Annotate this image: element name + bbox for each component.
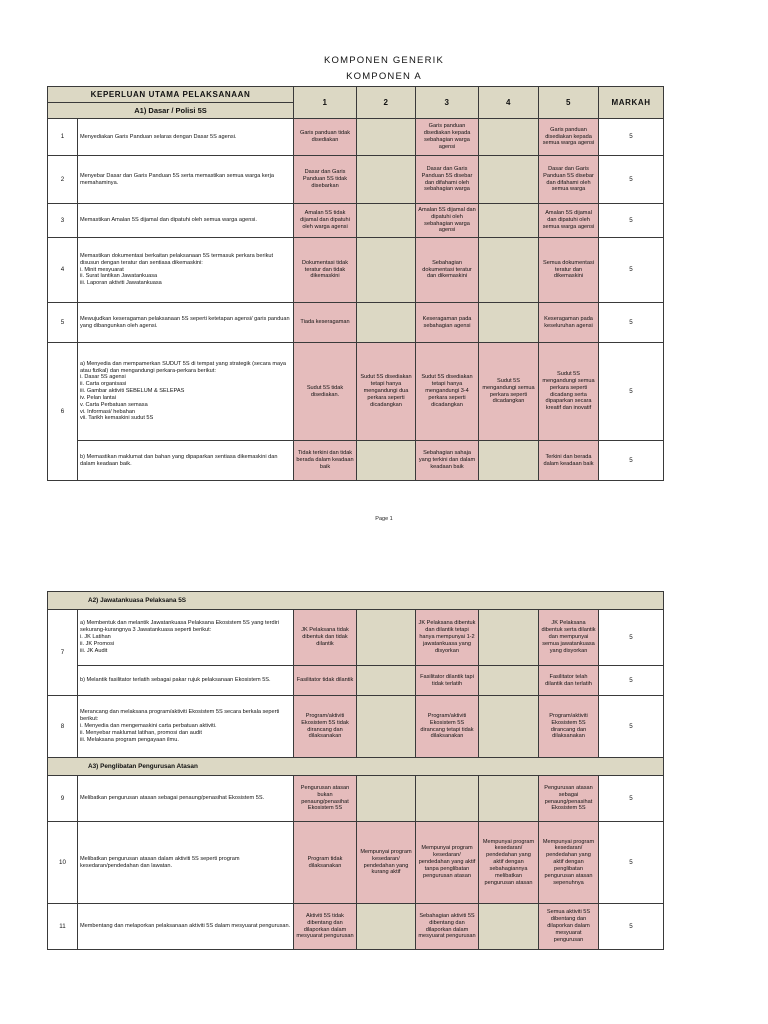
item-number: 3 <box>48 204 78 238</box>
markah-value: 5 <box>599 343 664 441</box>
score-level-4 <box>479 119 539 156</box>
description-line: Melibatkan pengurusan atasan sebagai penaung/penasihat Ekosistem 5S. <box>80 795 265 802</box>
description-line: Mewujudkan keseragaman pelaksanaan 5S seperti ketetapan agensi/ garis panduan yang dibangunkan oleh agensi. <box>80 315 290 329</box>
description-line: ii. Surat lantikan Jawatankuasa <box>80 273 158 280</box>
score-level-2: Sudut 5S disediakan tetapi hanya mengandungi dua perkara seperti dicadangkan <box>357 343 416 441</box>
description-line: Merancang dan melaksana program/aktiviti Ekosistem 5S secara berkala seperti berikut: <box>80 709 280 723</box>
requirement-description <box>78 119 294 156</box>
requirement-description <box>78 238 294 303</box>
item-number: 1 <box>48 119 78 156</box>
requirement-description <box>78 343 294 441</box>
item-number: 11 <box>48 904 78 950</box>
score-level-2 <box>357 303 416 343</box>
score-level-5: Keseragaman pada keseluruhan agensi <box>539 303 599 343</box>
requirement-description <box>78 204 294 238</box>
score-level-2 <box>357 776 416 822</box>
description-line: Membentang dan melaporkan pelaksanaan aktiviti 5S dalam mesyuarat pengurusan. <box>80 923 291 930</box>
score-level-3: JK Pelaksana dibentuk dan dilantik tetapi hanya mempunyai 1-2 jawatankuasa yang disyorkan <box>416 610 479 666</box>
description-line: i. Dasar 5S agensi <box>80 374 126 381</box>
table-row <box>48 822 664 904</box>
item-number: 5 <box>48 303 78 343</box>
description-line: iii. JK Audit <box>80 647 108 654</box>
description-line: a) Membentuk dan melantik Jawatankuasa Pelaksana Ekosistem 5S yang terdiri sekurang-kurangnya 3 Jawatankuasa seperti berikut: <box>80 620 279 634</box>
section-a2-label: A2) Jawatankuasa Pelaksana 5S <box>48 592 664 610</box>
markah-value: 5 <box>599 441 664 481</box>
table-row <box>48 904 664 950</box>
header-col-1: 1 <box>294 87 357 119</box>
markah-value: 5 <box>599 776 664 822</box>
table-row <box>48 776 664 822</box>
description-line: i. Menyedia dan mengemaskini carta perbatuan aktiviti. <box>80 723 217 730</box>
score-level-4: Sudut 5S mengandungi semua perkara seperti dicadangkan <box>479 343 539 441</box>
score-level-4 <box>479 904 539 950</box>
score-level-4 <box>479 204 539 238</box>
description-line: Melibatkan pengurusan atasan dalam aktiviti 5S seperti program kesedaran/pendedahan dan lawatan. <box>80 855 240 869</box>
markah-value: 5 <box>599 238 664 303</box>
item-number: 7 <box>48 610 78 696</box>
score-level-5: Amalan 5S dijamal dan dipatuhi oleh semua warga agensi <box>539 204 599 238</box>
header-col-4: 4 <box>479 87 539 119</box>
item-number: 8 <box>48 696 78 758</box>
description-line: vii. Tarikh kemaskini sudut 5S <box>80 415 154 422</box>
description-line: ii. Menyebar maklumat latihan, promosi dan audit <box>80 729 202 736</box>
score-level-1: Tidak terkini dan tidak berada dalam keadaan baik <box>294 441 357 481</box>
score-level-5: Pengurusan atasan sebagai penaung/penasihat Ekosistem 5S <box>539 776 599 822</box>
requirement-description <box>78 822 294 904</box>
requirement-description <box>78 303 294 343</box>
score-level-4 <box>479 303 539 343</box>
score-level-1: Program/aktiviti Ekosistem 5S tidak dirancang dan dilaksanakan <box>294 696 357 758</box>
score-level-1: Dasar dan Garis Panduan 5S tidak disebarkan <box>294 156 357 204</box>
score-level-5: Mempunyai program kesedaran/ pendedahan yang aktif dengan penglibatan pengurusan atasan sepenuhnya <box>539 822 599 904</box>
markah-value: 5 <box>599 119 664 156</box>
score-level-5: JK Pelaksana dibentuk serta dilantik dan mempunyai semua jawatankuasa yang disyorkan <box>539 610 599 666</box>
score-level-1: JK Pelaksana tidak dibentuk dan tidak dilantik <box>294 610 357 666</box>
header-markah: MARKAH <box>599 87 664 119</box>
score-level-3: Program/aktiviti Ekosistem 5S dirancang tetapi tidak dilaksanakan <box>416 696 479 758</box>
document-title: KOMPONEN GENERIK <box>323 55 445 66</box>
score-level-5: Dasar dan Garis Panduan 5S disebar dan difahami oleh semua warga <box>539 156 599 204</box>
description-line: a) Menyedia dan mempamerkan SUDUT 5S di tempat yang strategik (secara maya atau fizikal) dan mengandungi perkara-perkara berikut: <box>80 360 287 374</box>
item-number: 9 <box>48 776 78 822</box>
score-level-2 <box>357 696 416 758</box>
markah-value: 5 <box>599 904 664 950</box>
score-level-2 <box>357 119 416 156</box>
requirement-description <box>78 610 294 666</box>
score-level-4 <box>479 696 539 758</box>
markah-value: 5 <box>599 666 664 696</box>
score-level-2 <box>357 156 416 204</box>
header-col-5: 5 <box>539 87 599 119</box>
requirement-description <box>78 696 294 758</box>
score-level-3: Fasilitator dilantik tapi tidak terlatih <box>416 666 479 696</box>
item-number: 2 <box>48 156 78 204</box>
markah-value: 5 <box>599 303 664 343</box>
score-level-1: Tiada keseragaman <box>294 303 357 343</box>
score-level-3: Garis panduan disediakan kepada sebahagian warga agensi <box>416 119 479 156</box>
description-line: iii. Melaksana program pengayaan ilmu. <box>80 736 179 743</box>
score-level-5: Sudut 5S mengandungi semua perkara seperti dicadang serta dipaparkan secara kreatif dan inovatif <box>539 343 599 441</box>
table-row <box>48 204 664 238</box>
score-level-5: Garis panduan disediakan kepada semua warga agensi <box>539 119 599 156</box>
score-level-3: Sebahagian sahaja yang terkini dan dalam keadaan baik <box>416 441 479 481</box>
score-level-3: Sudut 5S disediakan tetapi hanya mengandungi 3-4 perkara seperti dicadangkan <box>416 343 479 441</box>
component-title: KOMPONEN A <box>346 71 422 82</box>
markah-value: 5 <box>599 204 664 238</box>
description-line: iii. Laporan aktiviti Jawatankuasa <box>80 280 162 287</box>
description-line: b) Melantik fasilitator terlatih sebagai pakar rujuk pelaksanaan Ekosistem 5S. <box>80 677 271 684</box>
markah-value: 5 <box>599 696 664 758</box>
score-level-1: Garis panduan tidak disediakan <box>294 119 357 156</box>
table-row <box>48 343 664 441</box>
table-row <box>48 696 664 758</box>
table-row <box>48 441 664 481</box>
table-row <box>48 610 664 666</box>
description-line: i. JK Latihan <box>80 634 111 641</box>
score-level-1: Pengurusan atasan bukan penaung/penasihat Ekosistem 5S <box>294 776 357 822</box>
score-level-1: Amalan 5S tidak dijamal dan dipatuhi oleh warga agensi <box>294 204 357 238</box>
markah-value: 5 <box>599 822 664 904</box>
description-line: iii. Gambar aktiviti SEBELUM & SELEPAS <box>80 388 185 395</box>
score-level-5: Semua dokumentasi teratur dan dikemaskini <box>539 238 599 303</box>
description-line: ii. JK Promosi <box>80 640 115 647</box>
score-level-5: Program/aktiviti Ekosistem 5S dirancang dan dilaksanakan <box>539 696 599 758</box>
score-level-5: Fasilitator telah dilantik dan terlatih <box>539 666 599 696</box>
score-level-3: Keseragaman pada sebahagian agensi <box>416 303 479 343</box>
score-level-3: Dasar dan Garis Panduan 5S disebar dan difahami oleh sebahagian warga <box>416 156 479 204</box>
description-line: iv. Pelan lantai <box>80 394 116 401</box>
score-level-2 <box>357 238 416 303</box>
rubric-table-a1 <box>47 86 664 481</box>
score-level-4: Mempunyai program kesedaran/ pendedahan yang aktif dengan sebahagiannya melibatkan pengurusan atasan <box>479 822 539 904</box>
score-level-4 <box>479 666 539 696</box>
score-level-3 <box>416 776 479 822</box>
description-line: v. Carta Perbatuan semasa <box>80 401 148 408</box>
score-level-1: Aktiviti 5S tidak dibentang dan dilaporkan dalam mesyuarat pengurusan <box>294 904 357 950</box>
score-level-2: Mempunyai program kesedaran/ pendedahan yang kurang aktif <box>357 822 416 904</box>
score-level-1: Program tidak dilaksanakan <box>294 822 357 904</box>
score-level-4 <box>479 610 539 666</box>
score-level-2 <box>357 441 416 481</box>
description-line: vi. Informasi/ hebahan <box>80 408 136 415</box>
table-row <box>48 238 664 303</box>
description-line: Menyediakan Garis Panduan selaras dengan Dasar 5S agensi. <box>80 133 237 140</box>
score-level-4 <box>479 441 539 481</box>
requirement-description <box>78 776 294 822</box>
score-level-1: Dokumentasi tidak teratur dan tidak dikemaskini <box>294 238 357 303</box>
header-col-3: 3 <box>416 87 479 119</box>
header-col-2: 2 <box>357 87 416 119</box>
score-level-3: Sebahagian aktiviti 5S dibentang dan dilaporkan dalam mesyuarat pengurusan <box>416 904 479 950</box>
table-row <box>48 303 664 343</box>
table-row <box>48 119 664 156</box>
section-a2 <box>48 592 664 610</box>
score-level-1: Sudut 5S tidak disediakan. <box>294 343 357 441</box>
section-a3-label: A3) Penglibatan Pengurusan Atasan <box>48 758 664 776</box>
score-level-1: Fasilitator tidak dilantik <box>294 666 357 696</box>
description-line: i. Minit mesyuarat <box>80 266 124 273</box>
rubric-table-a2-a3 <box>47 591 664 950</box>
score-level-3: Sebahagian dokumentasi teratur dan dikemaskini <box>416 238 479 303</box>
description-line: Memastikan dokumentasi berkaitan pelaksanaan 5S termasuk perkara berikut disusun dengan teratur dan sentiasa dikemaskini: <box>80 252 274 266</box>
score-level-4 <box>479 156 539 204</box>
score-level-3: Amalan 5S dijamal dan dipatuhi oleh sebahagian warga agensi <box>416 204 479 238</box>
score-level-3: Mempunyai program kesedaran/ pendedahan yang aktif tanpa penglibatan pengurusan atasan <box>416 822 479 904</box>
description-line: ii. Carta organisasi <box>80 381 127 388</box>
table-row <box>48 156 664 204</box>
description-line: Menyebar Dasar dan Garis Panduan 5S serta memastikan semua warga kerja memahaminya. <box>80 172 275 186</box>
item-number: 6 <box>48 343 78 481</box>
score-level-2 <box>357 204 416 238</box>
item-number: 10 <box>48 822 78 904</box>
score-level-5: Semua aktiviti 5S dibentang dan dilaporkan dalam mesyuarat pengurusan <box>539 904 599 950</box>
description-line: b) Memastikan maklumat dan bahan yang dipaparkan sentiasa dikemaskini dan dalam keadaan baik. <box>80 453 278 467</box>
page-number: Page 1 <box>375 516 393 522</box>
section-a1: A1) Dasar / Polisi 5S <box>48 103 294 119</box>
item-number: 4 <box>48 238 78 303</box>
score-level-2 <box>357 610 416 666</box>
markah-value: 5 <box>599 156 664 204</box>
requirement-description <box>78 441 294 481</box>
score-level-4 <box>479 238 539 303</box>
requirement-description <box>78 156 294 204</box>
header-keperluan: KEPERLUAN UTAMA PELAKSANAAN <box>48 87 294 103</box>
score-level-5: Terkini dan berada dalam keadaan baik <box>539 441 599 481</box>
markah-value: 5 <box>599 610 664 666</box>
score-level-2 <box>357 904 416 950</box>
description-line: Memastikan Amalan 5S dijamal dan dipatuhi oleh semua warga agensi. <box>80 217 257 224</box>
section-a3 <box>48 758 664 776</box>
requirement-description <box>78 904 294 950</box>
requirement-description <box>78 666 294 696</box>
score-level-2 <box>357 666 416 696</box>
table-row <box>48 666 664 696</box>
score-level-4 <box>479 776 539 822</box>
